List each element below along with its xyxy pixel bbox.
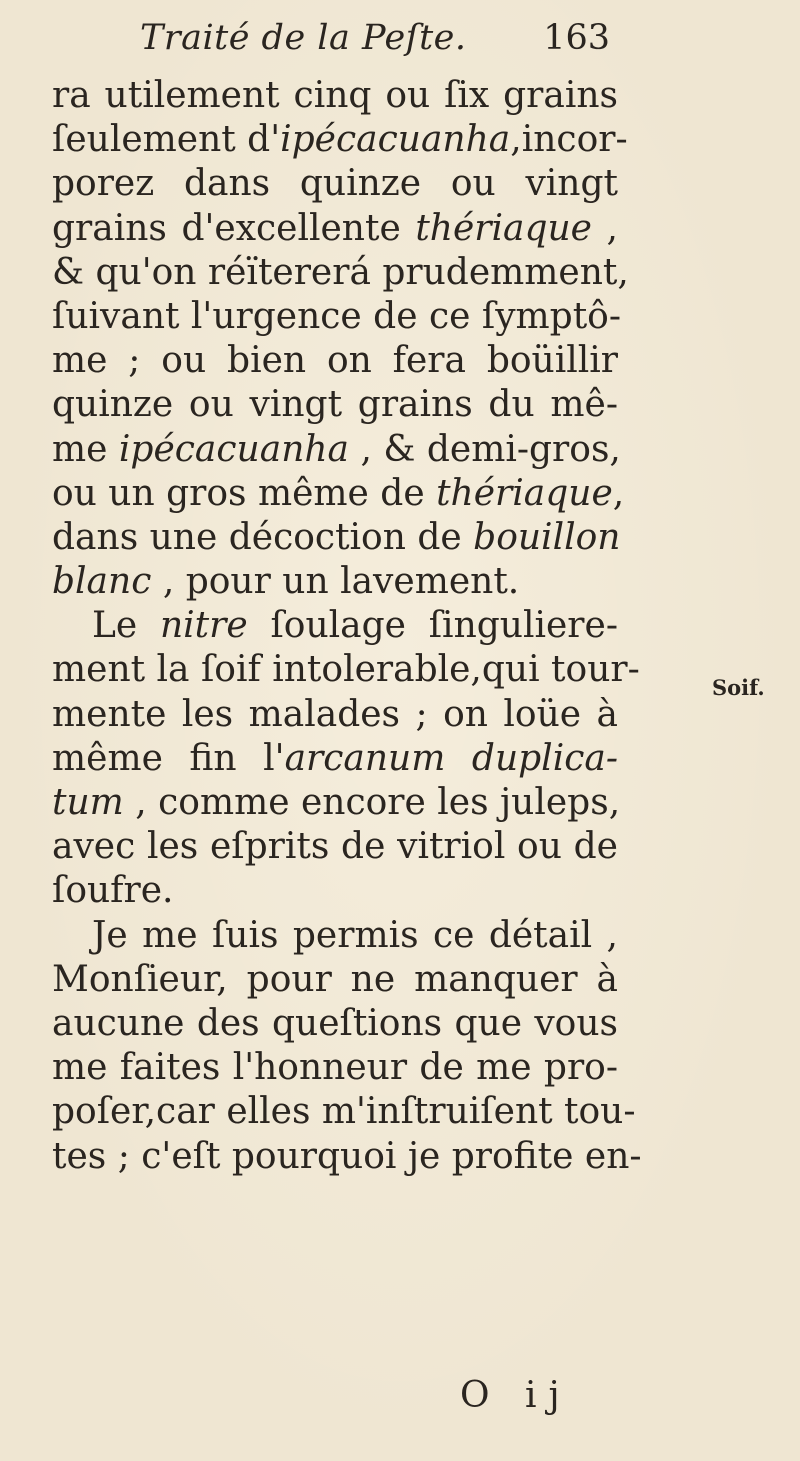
italic-term: thériaque xyxy=(415,207,592,249)
italic-term: tum xyxy=(52,782,124,823)
text-segment: ſeulement d' xyxy=(52,119,281,161)
text-line xyxy=(52,958,618,1002)
text-segment: ſoulage ſinguliere- xyxy=(247,605,618,647)
text-line xyxy=(52,693,618,737)
running-head xyxy=(140,18,610,68)
text-line xyxy=(52,825,618,869)
signature-mark: O ij xyxy=(460,1375,572,1416)
text-line xyxy=(52,869,618,913)
text-line xyxy=(52,1002,618,1046)
text-line xyxy=(52,251,629,295)
text-segment: ra utilement cinq ou ſix grains xyxy=(52,75,618,116)
text-line xyxy=(52,516,621,560)
text-line xyxy=(52,118,628,162)
page-number: 163 xyxy=(543,18,610,58)
text-segment: & qu'on réïtererá prudemment, xyxy=(52,251,629,293)
text-line xyxy=(52,295,622,339)
running-title: Traité de la Peſte. xyxy=(140,18,467,58)
text-segment: ,incor- xyxy=(510,119,628,161)
text-segment: même fin l' xyxy=(52,737,285,779)
text-segment: Je me ſuis permis ce détail , xyxy=(92,914,618,956)
text-segment: Monſieur, pour ne manquer à xyxy=(52,958,618,1000)
text-segment: me ; ou bien on fera boüillir xyxy=(52,340,618,382)
text-line xyxy=(52,428,621,472)
text-segment: ou un gros même de xyxy=(52,472,437,514)
italic-term: nitre xyxy=(159,605,248,647)
text-line xyxy=(52,648,640,692)
text-line xyxy=(52,604,618,648)
text-segment: me faites l'honneur de me pro- xyxy=(52,1047,618,1089)
text-segment: aucune des queſtions que vous xyxy=(52,1002,618,1044)
text-line xyxy=(52,1046,618,1090)
text-line xyxy=(52,339,618,383)
text-segment: ſuivant l'urgence de ce ſymptô- xyxy=(52,295,622,337)
text-segment: mente les malades ; on loüe à xyxy=(52,693,618,735)
text-segment: ment la ſoif intolerable,qui tour- xyxy=(52,649,640,691)
text-segment: , comme encore les juleps, xyxy=(123,782,621,823)
italic-term: bouillon xyxy=(473,516,621,558)
text-line xyxy=(52,560,618,604)
text-segment: , pour un lavement. xyxy=(151,561,520,603)
italic-term: arcanum duplica- xyxy=(284,737,618,779)
text-segment: quinze ou vingt grains du mê- xyxy=(52,384,618,426)
text-segment: dans une décoction de xyxy=(52,516,474,558)
text-line xyxy=(52,914,618,958)
body-text xyxy=(52,74,642,1179)
text-segment: , xyxy=(612,472,625,514)
text-segment: grains d'excellente xyxy=(52,207,416,249)
italic-term: ipécacuanha xyxy=(280,119,511,161)
text-line xyxy=(52,472,625,516)
text-line xyxy=(52,737,618,781)
text-segment: avec les eſprits de vitriol ou de xyxy=(52,826,618,868)
italic-term: thériaque xyxy=(436,472,613,514)
italic-term: ipécacuanha xyxy=(118,428,350,470)
text-segment: , xyxy=(592,207,618,249)
text-line xyxy=(52,1090,636,1134)
text-line xyxy=(52,207,618,251)
text-segment: poſer,car elles m'inſtruiſent tou- xyxy=(52,1091,636,1133)
text-segment: , & demi-gros, xyxy=(349,428,621,470)
text-segment: tes ; c'eſt pourquoi je profite en- xyxy=(52,1135,642,1177)
margin-note: Soif. xyxy=(712,675,765,700)
text-line xyxy=(52,781,621,825)
text-line xyxy=(52,1135,642,1179)
text-line xyxy=(52,383,618,427)
text-segment: ſoufre. xyxy=(52,870,174,912)
italic-term: blanc xyxy=(52,561,152,603)
text-segment: porez dans quinze ou vingt xyxy=(52,163,618,205)
text-line xyxy=(52,162,618,206)
text-line xyxy=(52,74,618,118)
text-segment: Le xyxy=(92,605,160,647)
text-segment: me xyxy=(52,428,119,470)
